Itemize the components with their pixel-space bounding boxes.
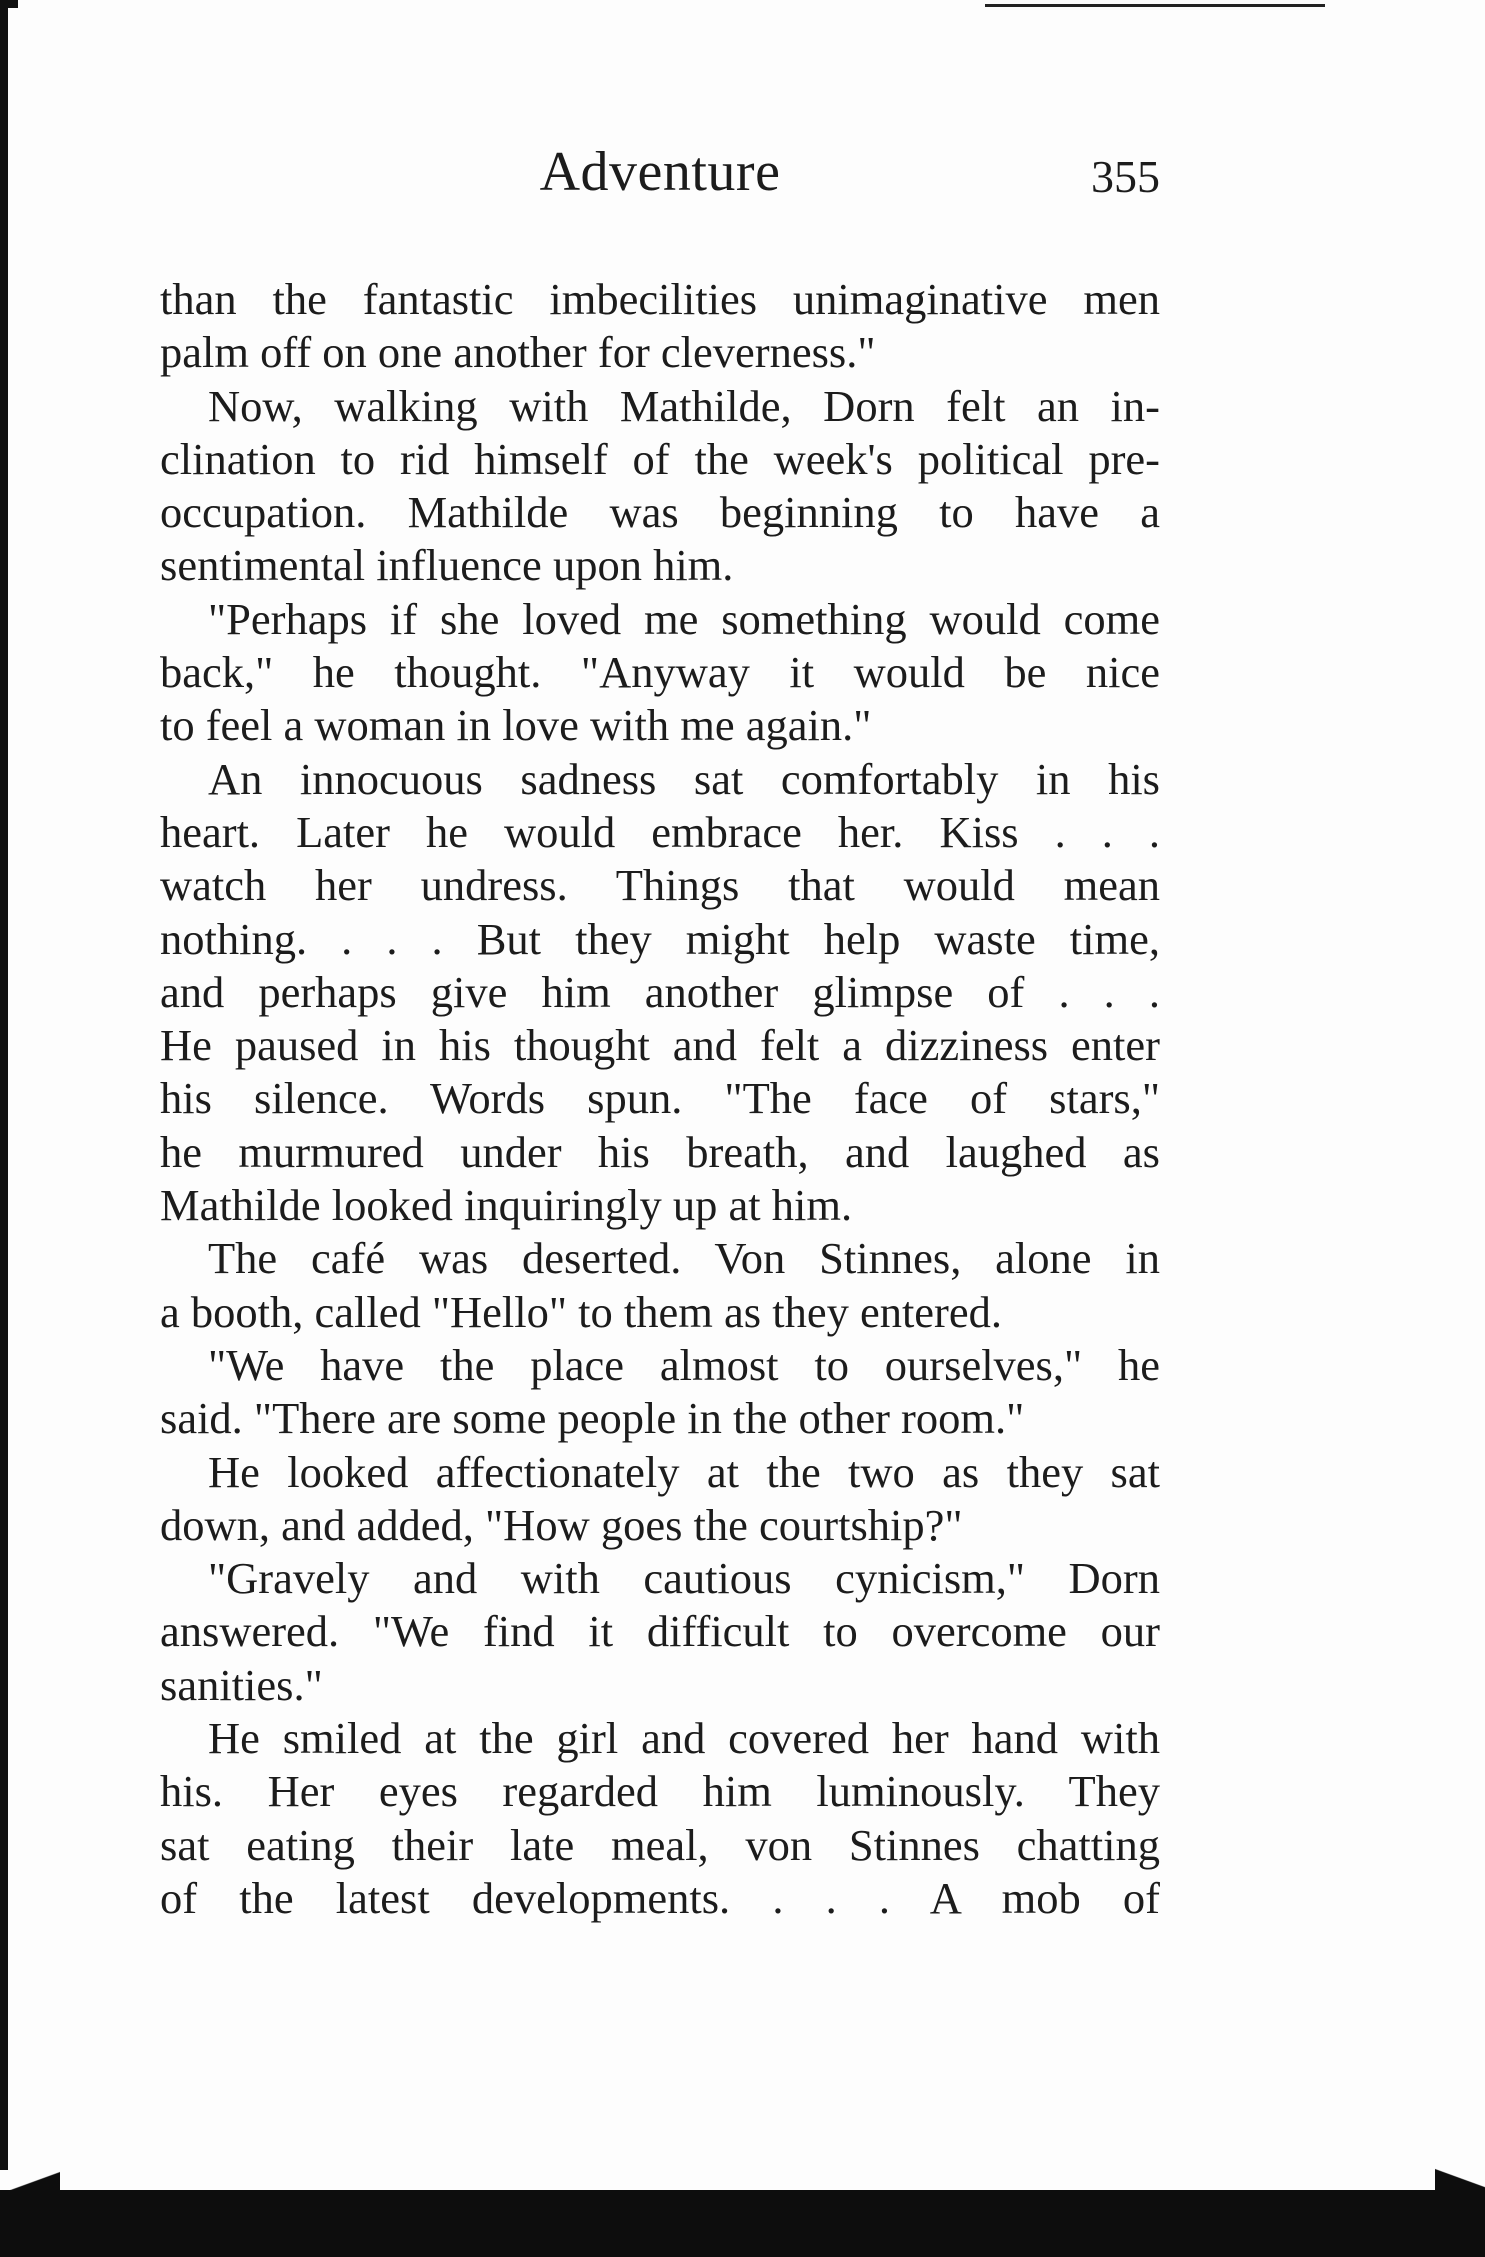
text-line: down, and added, "How goes the courtship?" — [160, 1499, 963, 1550]
text-line: to feel a woman in love with me again." — [160, 700, 872, 751]
text-line: than the fantastic imbecilities unimaginative men — [160, 274, 1160, 324]
text-line: of the latest developments. . . . A mob of — [160, 1872, 1160, 1923]
text-line: occupation. Mathilde was beginning to have a — [160, 487, 1160, 538]
text-line: back," he thought. "Anyway it would be nice — [160, 647, 1160, 698]
text-line: "Gravely and with cautious cynicism," Dorn — [208, 1553, 1160, 1604]
scan-top-rule — [985, 4, 1325, 7]
text-line: An innocuous sadness sat comfortably in his — [208, 753, 1160, 804]
text-line: The café was deserted. Von Stinnes, alone in — [208, 1233, 1160, 1284]
scan-bottom-edge — [0, 2190, 1485, 2257]
text-line: "We have the place almost to ourselves," he — [208, 1339, 1160, 1390]
text-line: He smiled at the girl and covered her hand with — [208, 1713, 1160, 1764]
text-line: said. "There are some people in the other room." — [160, 1393, 1025, 1444]
text-line: sentimental influence upon him. — [160, 540, 734, 591]
running-head: Adventure — [539, 141, 781, 203]
text-line: "Perhaps if she loved me something would come — [208, 593, 1160, 644]
text-line: he murmured under his breath, and laughed as — [160, 1126, 1160, 1177]
text-line: palm off on one another for cleverness." — [160, 327, 876, 378]
text-line: watch her undress. Things that would mean — [160, 860, 1160, 911]
text-line: He looked affectionately at the two as they sat — [208, 1446, 1160, 1497]
page-header — [160, 140, 1160, 210]
text-line: clination to rid himself of the week's political pre- — [160, 433, 1160, 484]
text-line: answered. "We find it difficult to overcome our — [160, 1606, 1160, 1657]
text-line: heart. Later he would embrace her. Kiss . . . — [160, 806, 1160, 857]
scan-left-edge — [0, 0, 8, 2180]
text-line: sanities." — [160, 1659, 323, 1710]
text-line: and perhaps give him another glimpse of . . . — [160, 966, 1160, 1017]
text-line: sat eating their late meal, von Stinnes chatting — [160, 1819, 1160, 1870]
text-line: his. Her eyes regarded him luminously. They — [160, 1766, 1160, 1817]
text-line: Now, walking with Mathilde, Dorn felt an in- — [208, 380, 1160, 431]
text-line: Mathilde looked inquiringly up at him. — [160, 1180, 853, 1231]
text-line: a booth, called "Hello" to them as they entered. — [160, 1286, 1003, 1337]
text-line: nothing. . . . But they might help waste time, — [160, 913, 1160, 964]
body-text — [160, 273, 1160, 1925]
page-number: 355 — [1091, 151, 1160, 202]
text-line: his silence. Words spun. "The face of stars," — [160, 1073, 1160, 1124]
text-line: He paused in his thought and felt a dizziness enter — [160, 1020, 1160, 1071]
scan-corner-mark — [0, 0, 18, 8]
